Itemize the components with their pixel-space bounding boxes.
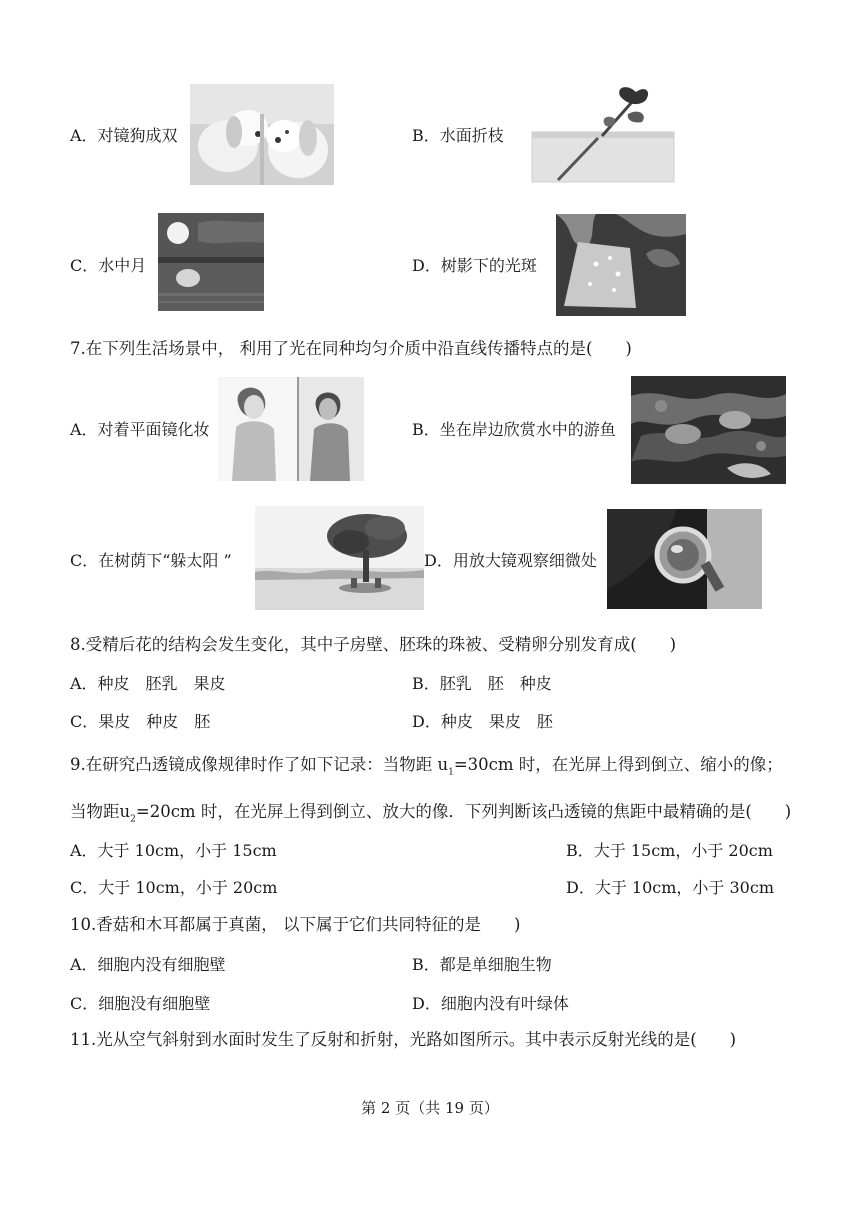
q9-option-b: B．大于 15cm，小于 20cm (566, 841, 773, 860)
q10-option-b: B．都是单细胞生物 (412, 955, 552, 974)
q6-option-d-image (556, 214, 686, 316)
q7-option-a-image (218, 377, 364, 481)
q6-option-c: C．水中月 (70, 256, 147, 275)
q6-option-a-image (190, 84, 334, 185)
q8-option-b: B．胚乳 胚 种皮 (412, 674, 552, 693)
q7-option-c: C．在树荫下“躲太阳 ” (70, 551, 232, 570)
q11-stem: 11.光从空气斜射到水面时发生了反射和折射，光路如图所示。其中表示反射光线的是( ) (70, 1030, 737, 1049)
q8-option-d: D．种皮 果皮 胚 (412, 712, 553, 731)
q7-option-a: A．对着平面镜化妆 (70, 420, 210, 439)
q6-option-a: A．对镜狗成双 (70, 126, 178, 145)
q9-stem-line1: 9.在研究凸透镜成像规律时作了如下记录：当物距 $u_1=30cm$ 时，在光屏上得到倒立、缩小的像； (70, 755, 783, 778)
q7-stem: 7.在下列生活场景中， 利用了光在同种均匀介质中沿直线传播特点的是( ) (70, 339, 632, 358)
page-footer: 第 2 页（共 19 页） (361, 1099, 499, 1117)
q7-option-d: D．用放大镜观察细微处 (424, 551, 597, 570)
q8-option-c: C．果皮 种皮 胚 (70, 712, 211, 731)
q10-option-c: C．细胞没有细胞壁 (70, 994, 211, 1013)
q6-option-b-image (528, 84, 678, 187)
q7-option-c-image (255, 506, 424, 610)
q10-option-d: D．细胞内没有叶绿体 (412, 994, 569, 1013)
q10-option-a: A．细胞内没有细胞壁 (70, 955, 226, 974)
q8-stem: 8.受精后花的结构会发生变化，其中子房壁、胚珠的珠被、受精卵分别发育成( ) (70, 635, 677, 654)
q7-option-b-image (631, 376, 786, 484)
q9-stem-line2: 当物距$u_2=20cm$ 时，在光屏上得到倒立、放大的像．下列判断该凸透镜的焦距中最精确的是( ) (70, 802, 792, 825)
q6-option-c-image (158, 213, 264, 311)
q8-option-a: A．种皮 胚乳 果皮 (70, 674, 226, 693)
q6-option-b: B．水面折枝 (412, 126, 504, 145)
q9-option-d: D．大于 10cm，小于 30cm (566, 878, 774, 897)
q7-option-d-image (607, 509, 762, 609)
q9-option-c: C．大于 10cm，小于 20cm (70, 878, 278, 897)
q7-option-b: B．坐在岸边欣赏水中的游鱼 (412, 420, 616, 439)
q6-option-d: D．树影下的光斑 (412, 256, 537, 275)
q9-option-a: A．大于 10cm，小于 15cm (70, 841, 277, 860)
q10-stem: 10.香菇和木耳都属于真菌， 以下属于它们共同特征的是 ) (70, 915, 521, 934)
